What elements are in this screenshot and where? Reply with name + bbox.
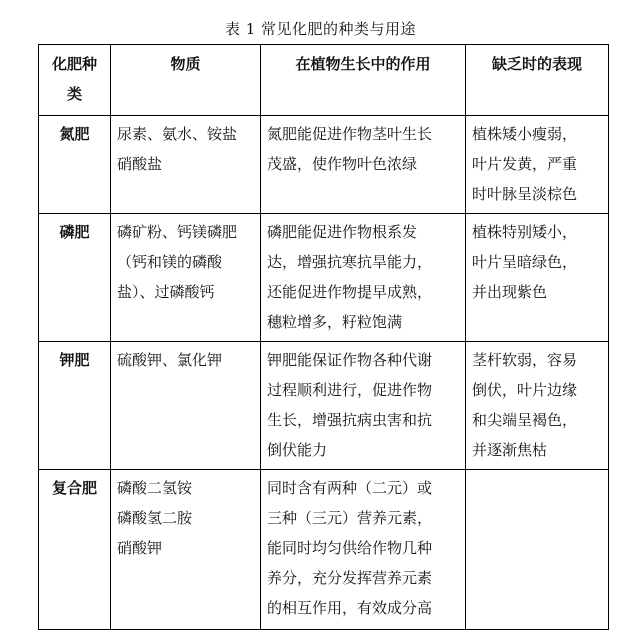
cell-line: 同时含有两种（二元）或 — [267, 479, 433, 497]
fertilizer-table — [38, 44, 609, 630]
cell-line: 氮肥能促进作物茎叶生长 — [267, 125, 433, 143]
cell-line: 尿素、氨水、铵盐 — [117, 125, 238, 143]
cell-line: 茎杆软弱，容易 — [472, 351, 578, 369]
cell-line: 时叶脉呈淡棕色 — [472, 185, 578, 203]
cell-substance — [111, 116, 261, 214]
cell-line: 达，增强抗寒抗旱能力， — [267, 253, 433, 271]
cell-line: 磷酸氢二胺 — [117, 509, 193, 527]
cell-line: 生长，增强抗病虫害和抗 — [267, 411, 433, 429]
cell-line: 穗粒增多，籽粒饱满 — [267, 313, 403, 331]
cell-deficiency — [466, 116, 609, 214]
cell-line: 磷肥能促进作物根系发 — [267, 223, 418, 241]
cell-line: 并逐渐焦枯 — [472, 441, 548, 459]
cell-deficiency — [466, 214, 609, 342]
cell-kind: 复合肥 — [39, 470, 111, 630]
cell-effect — [261, 214, 466, 342]
cell-kind: 氮肥 — [39, 116, 111, 214]
cell-line: 还能促进作物提早成熟， — [267, 283, 433, 301]
table-row — [39, 342, 609, 470]
cell-line: 茂盛，使作物叶色浓绿 — [267, 155, 418, 173]
cell-line: 硝酸盐 — [117, 155, 163, 173]
cell-substance — [111, 214, 261, 342]
cell-line: 倒伏能力 — [267, 441, 328, 459]
cell-line: 的相互作用，有效成分高 — [267, 599, 433, 617]
cell-effect — [261, 342, 466, 470]
table-row — [39, 116, 609, 214]
cell-line: 硝酸钾 — [117, 539, 163, 557]
table-row — [39, 470, 609, 630]
header-deficiency: 缺乏时的表现 — [466, 45, 609, 116]
header-kind-line1: 化肥种 — [51, 55, 97, 73]
cell-line: 能同时均匀供给作物几种 — [267, 539, 433, 557]
cell-line: 磷酸二氢铵 — [117, 479, 193, 497]
table-row — [39, 214, 609, 342]
header-kind-line2: 类 — [66, 85, 82, 103]
table-header-row — [39, 45, 609, 116]
cell-substance — [111, 342, 261, 470]
cell-line: 三种（三元）营养元素， — [267, 509, 433, 527]
cell-line: 倒伏，叶片边缘 — [472, 381, 578, 399]
cell-deficiency — [466, 342, 609, 470]
cell-line: 叶片发黄，严重 — [472, 155, 578, 173]
table-caption: 表 1 常见化肥的种类与用途 — [224, 20, 417, 38]
cell-line: 叶片呈暗绿色， — [472, 253, 578, 271]
cell-line: 植株特别矮小， — [472, 223, 578, 241]
cell-line: 盐）、过磷酸钙 — [117, 283, 215, 301]
cell-line: 磷矿粉、钙镁磷肥 — [117, 223, 238, 241]
cell-effect — [261, 470, 466, 630]
header-kind — [39, 45, 111, 116]
cell-line: （钙和镁的磷酸 — [117, 253, 223, 271]
cell-kind: 钾肥 — [39, 342, 111, 470]
cell-effect — [261, 116, 466, 214]
header-substance: 物质 — [111, 45, 261, 116]
cell-line: 植株矮小瘦弱， — [472, 125, 578, 143]
cell-line: 硫酸钾、氯化钾 — [117, 351, 223, 369]
cell-kind: 磷肥 — [39, 214, 111, 342]
header-effect: 在植物生长中的作用 — [261, 45, 466, 116]
cell-deficiency — [466, 470, 609, 630]
cell-line: 养分，充分发挥营养元素 — [267, 569, 433, 587]
cell-substance — [111, 470, 261, 630]
cell-line: 钾肥能保证作物各种代谢 — [267, 351, 433, 369]
cell-line: 并出现紫色 — [472, 283, 548, 301]
cell-line: 过程顺利进行，促进作物 — [267, 381, 433, 399]
cell-line: 和尖端呈褐色， — [472, 411, 578, 429]
